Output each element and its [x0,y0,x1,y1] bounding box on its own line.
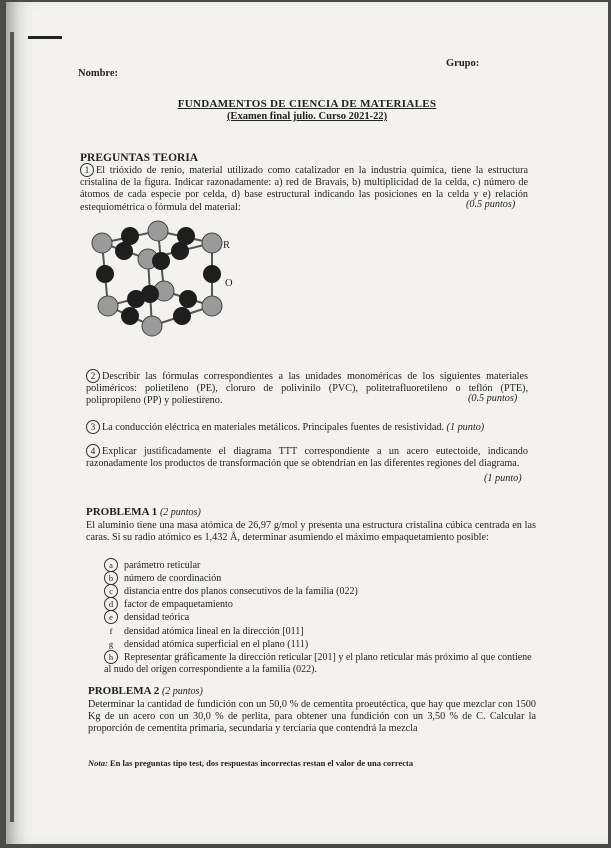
question-4 [86,444,528,470]
question-1-points: (0.5 puntos) [466,199,516,210]
problem-1-heading [86,506,201,518]
question-number: 3 [86,420,100,434]
problem-1-item-g: g densidad atómica superficial en el plano (111) [108,639,309,650]
problem-1-points: (2 puntos) [159,507,201,518]
crystal-structure-figure [86,216,246,356]
grupo-label: Grupo: [446,58,480,69]
note [88,758,538,768]
note-text: En las preguntas tipo test, dos respuestas incorrectas restan el valor de una correcta [109,758,414,768]
label-o: O [225,278,233,289]
crystal-atoms [92,221,222,336]
question-1 [80,163,528,214]
problem-2-title: PROBLEMA 2 [88,685,160,697]
nombre-label: Nombre: [78,68,119,79]
question-2-points: (0.5 puntos) [468,393,518,404]
exam-subtitle: (Examen final julio. Curso 2021-22) [226,111,388,122]
problem-2-heading [88,685,203,697]
problem-1-item-h: h Representar gráficamente la dirección reticular [201] y el plano reticular más próximo al que contiene al nudo del origen correspondiente a la familia (022). [104,652,532,675]
page-edge-shadow [10,32,14,822]
problem-2-statement: Determinar la cantidad de fundición con un 50,0 % de cementita proeutéctica, que hay que mezclar con 1500 Kg de un acero con un 30,0 % de perlita, para obtener una fundición con un 3,50 % de C. Calcular la proporción de cementita primaria, secundaria y terciaria que contendrá la mezcla [88,699,536,735]
problem-1-title: PROBLEMA 1 [86,506,158,518]
problem-1-statement: El aluminio tiene una masa atómica de 26,97 g/mol y presenta una estructura cristalina cúbica centrada en las caras. Si su radio atómico es 1,432 Å, determinar asumiendo el máximo empaquetamiento posible: [86,520,536,544]
label-r: R [223,240,231,251]
exam-title: FUNDAMENTOS DE CIENCIA DE MATERIALES [177,98,437,110]
problem-1-item-c: c distancia entre dos planos consecutivos de la familia (022) [104,584,358,598]
problem-1-item-f: f densidad atómica lineal en la dirección [011] [109,626,304,637]
question-number: 1 [80,163,94,177]
question-2 [86,369,528,408]
theory-heading: PREGUNTAS TEORIA [80,152,199,164]
question-number: 2 [86,369,100,383]
question-text: Explicar justificadamente el diagrama TTT correspondiente a un acero eutectoide, indicando razonadamente los productos de transformación que se obtendrían en las diferentes regiones del diagrama. [86,446,528,470]
note-label: Nota: [88,758,108,768]
problem-2-points: (2 puntos) [161,686,203,697]
pen-mark [28,36,62,39]
problem-1-item-e: e densidad teórica [104,610,189,624]
problem-1-item-a: a parámetro reticular [104,558,200,572]
question-text: El trióxido de renio, material utilizado como catalizador en la industria química, tiene la estructura cristalina de la figura. Indicar razonadamente: a) red de Bravais, b) multiplicidad de la celda, c) número de átomos de cada especie por celda, d) base estructural indicando las posiciones en la celda y e) relación estequiométrica o fórmula del material: [80,165,528,213]
question-4-points: (1 punto) [484,473,522,484]
problem-1-item-d: d factor de empaquetamiento [104,597,233,611]
question-text: La conducción eléctrica en materiales metálicos. Principales fuentes de resistividad. [102,422,444,433]
exam-sheet [6,2,608,844]
question-3 [86,420,536,434]
question-number: 4 [86,444,100,458]
question-text: Describir las fórmulas correspondientes a las unidades monoméricas de los siguientes materiales poliméricos: polietileno (PE), cloruro de polivinilo (PVC), politetrafluoretileno o teflón (PTE), polipropileno (PP) y poliestireno. [86,371,528,407]
question-3-points: (1 punto) [446,422,485,433]
problem-1-item-b: b número de coordinación [104,571,221,585]
